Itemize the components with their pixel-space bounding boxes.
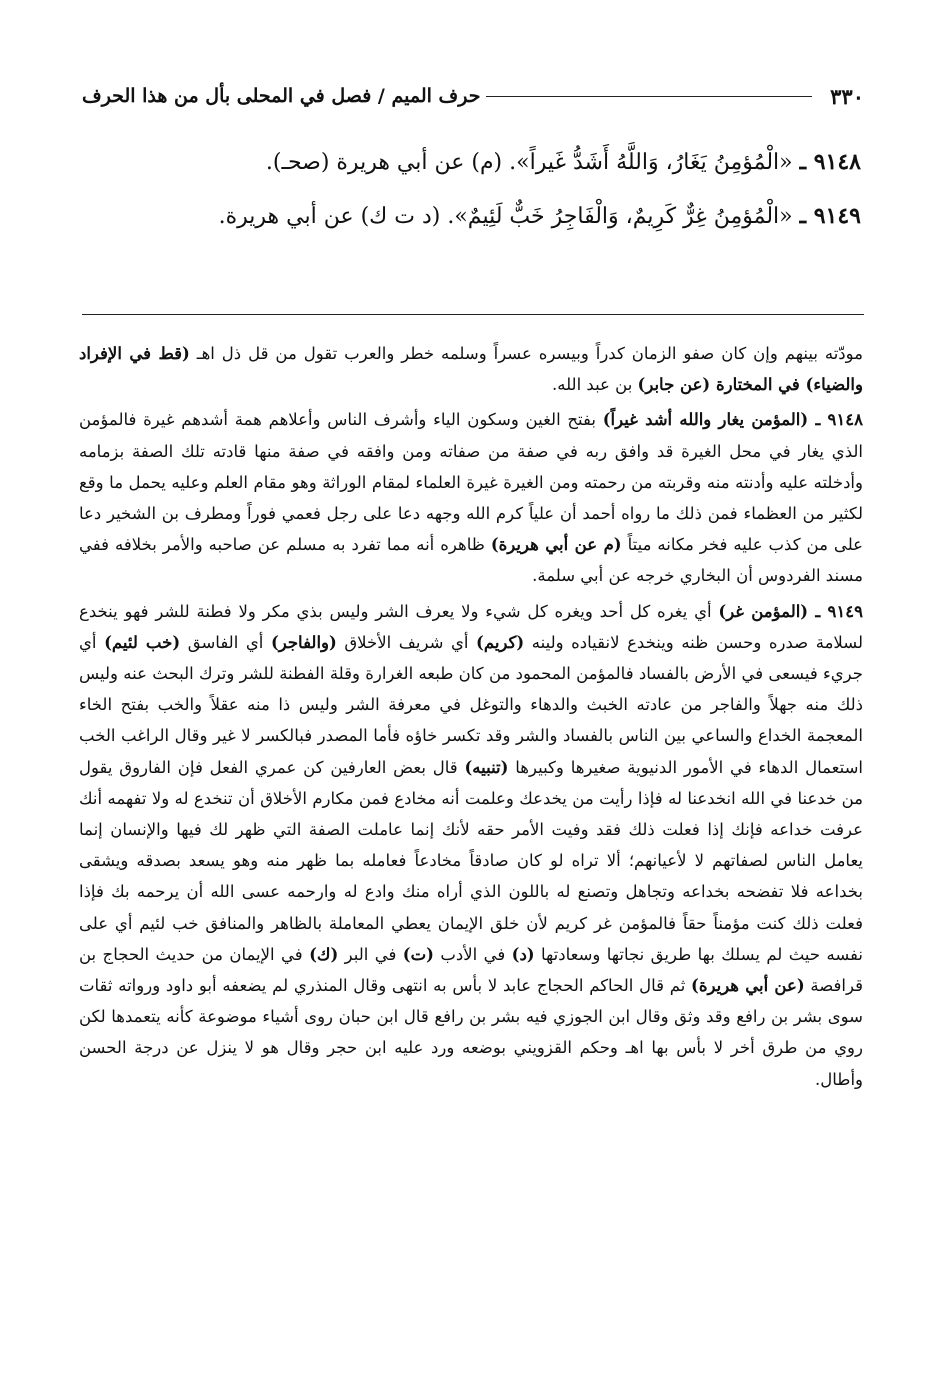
- commentary-paragraph-9149: ٩١٤٩ ـ (المؤمن غر) أي يغره كل أحد ويغره كل شيء ولا يعرف الشر وليس بذي مكر ولا فطنة للشر فهو ينخدع لسلامة صدره وحسن ظنه وينخدع لانقياده ولينه (كريم) أي شريف الأخلاق (والفاجر) أي الفاسق (خب لئيم) أي جريء فيسعى في الأرض بالفساد فالمؤمن المحمود من كان طبعه الغرارة وقلة الفطنة للشر وترك البحث عنه وليس ذلك منه جهلاً والفاجر من عادته الخبث والدهاء والتوغل في معرفة الشر وليس ذا منه عقلاً والخب بفتح الخاء المعجمة الخداع والساعي بين الناس بالفساد والشر وقد تكسر خاؤه فأما المصدر فبالكسر لا غير وقال الراغب الخب استعمال الدهاء في الأمور الدنيوية صغيرها وكبيرها (تنبيه) قال بعض العارفين كن عمري الفعل فإن الفاروق يقول من خدعنا في الله انخدعنا له فإذا رأيت من يخدعك وعلمت أنه مخادع فمن مكارم الأخلاق أن تنخدع له ولا تفهمه أنك عرفت خداعه فإنك إذا فعلت ذلك فقد وفيت الأمر حقه لأنك إنما عاملت الصفة التي ظهر لك فيها والإنسان إنما يعامل الناس لصفاتهم لا لأعيانهم؛ ألا تراه لو كان صادقاً مخادعاً فعامله بما ظهر منه وهو يسعد بصدقه ويشقى بخداعه فلا تفضحه بخداعه وتجاهل وتصنع له باللون الذي أراه منك وادع له وارحمه عسى الله أن يرحمه بك فإذا فعلت ذلك كنت مؤمناً حقاً فالمؤمن غر كريم لأن خلق الإيمان يعطي المعاملة بالظاهر والمنافق خب لئيم أي على نفسه حيث لم يسلك بها طريق نجاتها وسعادتها (د) في الأدب (ت) في البر (ك) في الإيمان من حديث الحجاج بن قرافصة (عن أبي هريرة) ثم قال الحاكم الحجاج عابد لا بأس به انتهى وقال المنذري لم يضعفه أبو داود ورواته ثقات سوى بشر بن رافع وقد وثق وقال ابن الجوزي فيه بشر بن رافع قال ابن حبان روى أشياء موضوعة كأنه يتعمدها لكن روي من طرق أخر لا بأس بها اهـ وحكم القزويني بوضعه ورد عليه ابن حجر وقال هو لا ينزل عن درجة الحسن وأطال.: [79, 601, 864, 1089]
- hadith-number: ٩١٤٩ ـ: [799, 203, 861, 229]
- page-number: ٣٣٠: [830, 83, 864, 109]
- hadith-number: ٩١٤٨ ـ: [799, 149, 861, 175]
- commentary-section: [79, 338, 863, 1099]
- page-header: [82, 78, 864, 114]
- hadith-9149: [101, 200, 861, 233]
- hadith-text: «الْمُؤمِنُ يَغَارُ، وَاللَّهُ أَشَدُّ غَيراً». (م) عن أبي هريرة (صحـ).: [265, 150, 793, 175]
- header-rule: [486, 96, 812, 97]
- hadith-9148: [101, 146, 861, 179]
- running-title: حرف الميم / فصل في المحلى بأل من هذا الحرف: [82, 85, 481, 107]
- commentary-paragraph-continuation: مودّته بينهم وإن كان صفو الزمان كدراً وبيسره عسراً وسلمه خطر والعرب تقول من قل ذل اهـ (قط في الإفراد والضياء) في المختارة (عن جابر) بن عبد الله.: [79, 344, 863, 395]
- hadith-text: «الْمُؤمِنُ غِرٌّ كَرِيمٌ، وَالْفَاجِرُ خَبٌّ لَئِيمٌ». (د ت ك) عن أبي هريرة.: [218, 204, 793, 229]
- footnote-divider: [82, 314, 864, 315]
- commentary-paragraph-9148: ٩١٤٨ ـ (المؤمن يغار والله أشد غيراً) بفتح الغين وسكون الياء وأشرف الناس وأعلاهم همة أشدهم غيرة فالمؤمن الذي يغار في محل الغيرة قد وافق ربه في صفة من صفاته ومن وافقه في صفة منها قادته تلك الصفة بزمامه وأدخلته عليه وأدنته منه وقربته من رحمته ومن الغيرة غيرة العلماء لمقام الوراثة وهو مقام العلم وعليه يحمل ما وقع لكثير من العظماء فمن ذلك ما رواه أحمد أن علياً كرم الله وجهه دعا على رجل فعمي فوراً ومطرف بن الشخير دعا على من كذب عليه فخر مكانه ميتاً (م عن أبي هريرة) ظاهره أنه مما تفرد به مسلم عن صاحبه والأمر بخلافه ففي مسند الفردوس أن البخاري خرجه عن أبي سلمة.: [79, 410, 863, 586]
